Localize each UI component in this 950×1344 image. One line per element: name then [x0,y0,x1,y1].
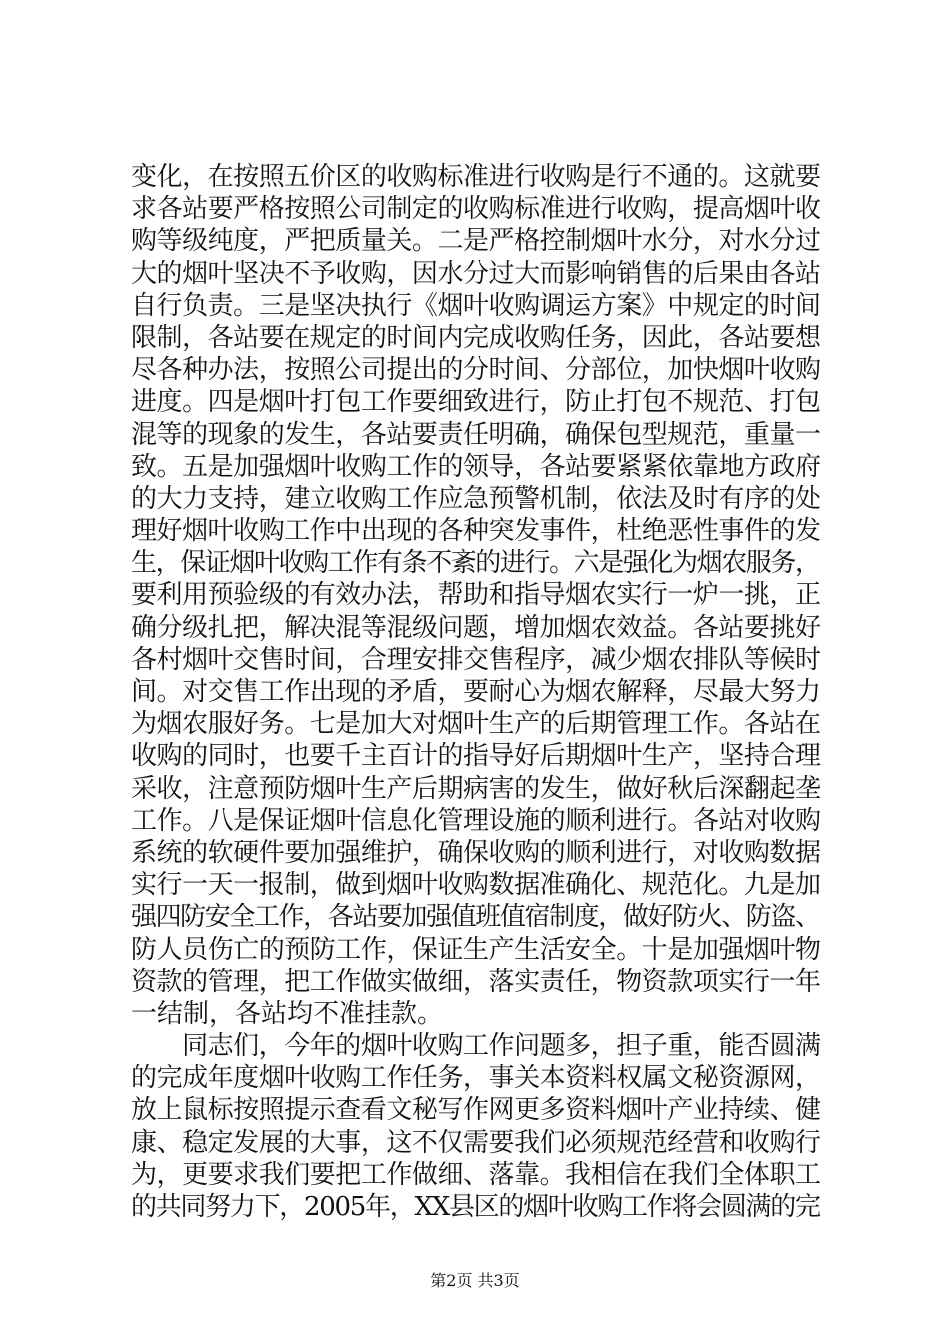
text-line: 确分级扎把，解决混等混级问题，增加烟农效益。各站要挑好 [131,612,821,643]
text-line: 的大力支持，建立收购工作应急预警机制，依法及时有序的处 [131,483,821,514]
text-line: 强四防安全工作，各站要加强值班值宿制度，做好防火、防盗、 [131,902,820,933]
text-line: 混等的现象的发生，各站要责任明确，确保包型规范，重量一 [131,419,821,450]
text-line: 放上鼠标按照提示查看文秘写作网更多资料烟叶产业持续、健 [131,1095,821,1126]
text-line: 为，更要求我们要把工作做细、落靠。我相信在我们全体职工 [131,1159,821,1190]
text-line: 防人员伤亡的预防工作，保证生产生活安全。十是加强烟叶物 [131,934,821,965]
body-text [131,161,831,1223]
text-line: 实行一天一报制，做到烟叶收购数据准确化、规范化。九是加 [131,870,821,901]
text-line: 变化，在按照五价区的收购标准进行收购是行不通的。这就要 [131,162,821,192]
text-line: 尽各种办法，按照公司提出的分时间、分部位，加快烟叶收购 [131,355,821,386]
text-line: 系统的软硬件要加强维护，确保收购的顺利进行，对收购数据 [131,837,821,868]
text-line: 资款的管理，把工作做实做细，落实责任，物资款项实行一年 [131,966,821,997]
text-line: 收购的同时，也要千主百计的指导好后期烟叶生产，坚持合理 [131,741,821,772]
text-line: 一结制，各站均不准挂款。 [131,998,444,1029]
text-line: 同志们，今年的烟叶收购工作问题多，担子重，能否圆满 [131,1031,821,1062]
text-line: 采收，注意预防烟叶生产后期病害的发生，做好秋后深翻起垄 [131,773,821,804]
text-line: 自行负责。三是坚决执行《烟叶收购调运方案》中规定的时间 [131,290,821,321]
text-line: 间。对交售工作出现的矛盾，要耐心为烟农解释，尽最大努力 [131,677,821,707]
text-line: 致。五是加强烟叶收购工作的领导，各站要紧紧依靠地方政府 [131,451,821,482]
text-line: 为烟农服好务。七是加大对烟叶生产的后期管理工作。各站在 [131,709,821,740]
text-line: 工作。八是保证烟叶信息化管理设施的顺利进行。各站对收购 [131,805,821,836]
text-line: 购等级纯度，严把质量关。二是严格控制烟叶水分，对水分过 [131,226,821,257]
text-line: 生，保证烟叶收购工作有条不紊的进行。六是强化为烟农服务， [131,548,820,579]
text-line: 要利用预验级的有效办法，帮助和指导烟农实行一炉一挑，正 [131,580,821,611]
text-line: 的完成年度烟叶收购工作任务，事关本资料权属文秘资源网， [131,1063,821,1094]
text-line: 理好烟叶收购工作中出现的各种突发事件，杜绝恶性事件的发 [131,516,821,547]
text-line: 的共同努力下，2005年，XX县区的烟叶收购工作将会圆满的完 [131,1192,820,1222]
text-line: 各村烟叶交售时间，合理安排交售程序，减少烟农排队等候时 [131,644,821,675]
text-line: 康、稳定发展的大事，这不仅需要我们必须规范经营和收购行 [131,1127,821,1158]
text-line: 进度。四是烟叶打包工作要细致进行，防止打包不规范、打包 [131,387,821,418]
text-line: 求各站要严格按照公司制定的收购标准进行收购，提高烟叶收 [131,194,821,225]
text-line: 限制，各站要在规定的时间内完成收购任务，因此，各站要想 [131,322,821,353]
page-footer: 第2页 共3页 [430,1271,520,1290]
text-line: 大的烟叶坚决不予收购，因水分过大而影响销售的后果由各站 [131,258,821,289]
